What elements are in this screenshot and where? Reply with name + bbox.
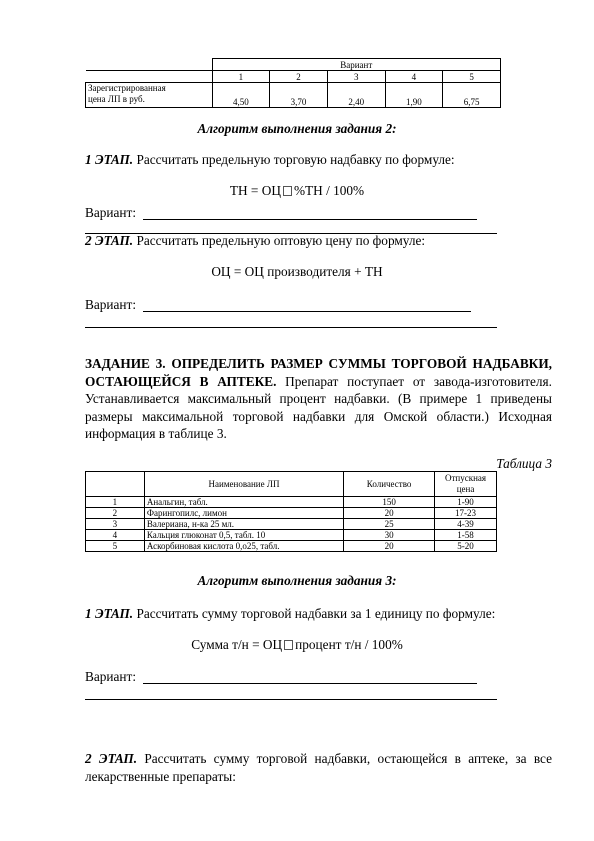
table-cell: 1-58 <box>435 530 497 541</box>
table-row <box>86 497 497 508</box>
stage-label: 1 ЭТАП. <box>85 152 134 167</box>
missing-glyph-icon <box>284 640 293 650</box>
variant-label: Вариант: <box>85 297 137 312</box>
task2-stage1 <box>85 152 455 168</box>
table-cell: 20 <box>344 508 435 519</box>
table-corner-cell <box>86 59 213 71</box>
table-cell: 25 <box>344 519 435 530</box>
answer-line[interactable] <box>85 327 497 328</box>
price-value: 6,75 <box>443 83 501 108</box>
table-cell: Валериана, н-ка 25 мл. <box>144 519 343 530</box>
stage-label: 1 ЭТАП. <box>85 606 134 621</box>
table-cell: 4 <box>86 530 145 541</box>
answer-line[interactable] <box>143 683 477 684</box>
table-cell: Анальгин, табл. <box>144 497 343 508</box>
task3-description <box>85 355 552 443</box>
task2-stage2 <box>85 233 425 249</box>
table-cell: 3 <box>86 519 145 530</box>
answer-line[interactable] <box>143 311 471 312</box>
row-label-line: Зарегистрированная <box>88 83 166 93</box>
variant-number: 3 <box>327 71 385 83</box>
table-cell: 1-90 <box>435 497 497 508</box>
stage-text: Рассчитать сумму торговой надбавки, остающейся в аптеке, за все лекарственные препараты: <box>85 751 553 784</box>
table-cell: Кальция глюконат 0,5, табл. 10 <box>144 530 343 541</box>
table-cell: 4-39 <box>435 519 497 530</box>
variant-number: 4 <box>385 71 443 83</box>
column-header <box>86 472 145 497</box>
table-row <box>86 530 497 541</box>
stage-text: Рассчитать сумму торговой надбавки за 1 единицу по формуле: <box>136 606 496 621</box>
stage-text: Рассчитать предельную оптовую цену по формуле: <box>136 233 426 248</box>
price-value: 2,40 <box>327 83 385 108</box>
table-corner-cell <box>86 71 213 83</box>
task3-stage2 <box>85 750 552 785</box>
table-cell: 1 <box>86 497 145 508</box>
stage-text: Рассчитать предельную торговую надбавку по формуле: <box>136 152 455 167</box>
column-header: Наименование ЛП <box>144 472 343 497</box>
task3-stage1 <box>85 606 495 622</box>
formula-part: %ТН / 100% <box>293 183 365 198</box>
stage-label: 2 ЭТАП. <box>85 751 138 766</box>
task3-heading: Алгоритм выполнения задания 3: <box>197 573 397 588</box>
answer-line[interactable] <box>143 219 477 220</box>
column-header: Количество <box>344 472 435 497</box>
table-cell: Аскорбиновая кислота 0,о25, табл. <box>144 541 343 552</box>
task3-title: ЗАДАНИЕ 3. ОПРЕДЕЛИТЬ РАЗМЕР СУММЫ ТОРГОВОЙ НАДБАВКИ, ОСТАЮЩЕЙСЯ В АПТЕКЕ. <box>85 356 552 389</box>
price-value: 1,90 <box>385 83 443 108</box>
task3-body: Препарат поступает от завода-изготовителя. Устанавливается максимальный процент надбавки. (В примере 1 приведены размеры максимальной торговой надбавки для Омской области.) Исходная информация в таблице 3. <box>85 373 552 441</box>
formula-part: процент т/н / 100% <box>295 637 403 652</box>
formula-part: ТН = ОЦ <box>229 183 281 198</box>
stage-label: 2 ЭТАП. <box>85 233 134 248</box>
table-caption: Таблица 3 <box>496 456 552 471</box>
formula-trade-markup <box>0 183 594 199</box>
formula-part: Сумма т/н = ОЦ <box>191 637 283 652</box>
row-label-line: цена ЛП в руб. <box>88 94 145 104</box>
variant-label: Вариант: <box>85 205 137 220</box>
variant-price-table <box>85 58 501 108</box>
drugs-table <box>85 471 497 552</box>
row-label <box>86 83 213 108</box>
answer-line[interactable] <box>85 699 497 700</box>
table-cell: 150 <box>344 497 435 508</box>
variant-number: 2 <box>270 71 328 83</box>
table-cell: 17-23 <box>435 508 497 519</box>
variant-number: 5 <box>443 71 501 83</box>
price-value: 4,50 <box>212 83 270 108</box>
table-cell: 20 <box>344 541 435 552</box>
table-row <box>86 541 497 552</box>
table-cell: 5 <box>86 541 145 552</box>
table-cell: 2 <box>86 508 145 519</box>
table-cell: 5-20 <box>435 541 497 552</box>
column-header: Отпускная цена <box>435 472 497 497</box>
table-cell: Фарингопилс, лимон <box>144 508 343 519</box>
table-row <box>86 519 497 530</box>
price-value: 3,70 <box>270 83 328 108</box>
table-cell: 30 <box>344 530 435 541</box>
variant-header: Вариант <box>212 59 501 71</box>
formula-wholesale-price: ОЦ = ОЦ производителя + ТН <box>211 264 383 279</box>
table-row <box>86 508 497 519</box>
variant-number: 1 <box>212 71 270 83</box>
formula-markup-sum <box>0 637 594 653</box>
missing-glyph-icon <box>283 186 292 196</box>
task2-heading: Алгоритм выполнения задания 2: <box>197 121 397 136</box>
variant-label: Вариант: <box>85 669 137 684</box>
